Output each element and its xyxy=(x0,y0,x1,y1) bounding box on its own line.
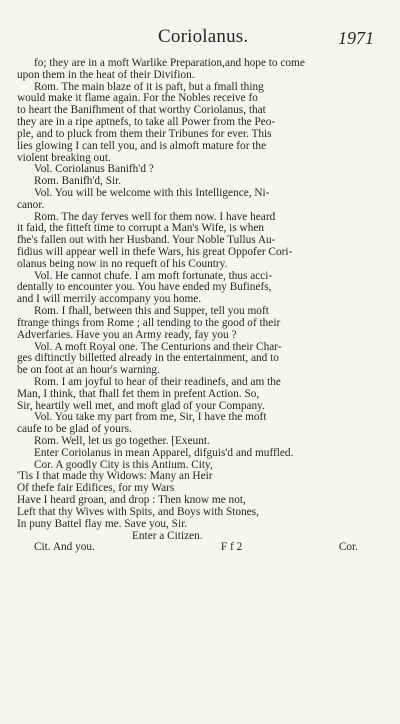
text-line: Vol. He cannot chufe. I am moft fortunate, thus acci- xyxy=(34,270,273,282)
page-body xyxy=(17,58,380,554)
page-header xyxy=(0,26,400,54)
catchline-text: Cit. And you. xyxy=(34,542,95,554)
text-line: 'Tis I that made thy Widows: Many an Heir xyxy=(17,471,213,483)
signature-mark: F f 2 xyxy=(220,542,243,554)
text-line: Rom. I am joyful to hear of their readinefs, and am the xyxy=(34,376,281,388)
text-line: Sir, heartily well met, and moft glad of your Company. xyxy=(17,400,265,412)
text-line: Man, I think, that fhall fet them in prefent Action. So, xyxy=(17,388,260,400)
text-line: it faid, the fitteft time to corrupt a Man's Wife, is when xyxy=(17,223,265,235)
text-line: to heart the Banifhment of that worthy Coriolanus, that xyxy=(17,105,266,117)
text-line: canor. xyxy=(17,199,45,211)
text-line: caufe to be glad of yours. xyxy=(17,424,132,436)
text-line: In puny Battel flay me. Save you, Sir. xyxy=(17,518,188,530)
text-line: ftrange things from Rome ; all tending to the good of their xyxy=(17,317,281,329)
text-line: would make it flame again. For the Nobles receive fo xyxy=(17,93,258,105)
running-title: Coriolanus. xyxy=(158,26,249,47)
text-line: upon them in the heat of their Divifion. xyxy=(17,69,195,81)
text-line: Rom. Banifh'd, Sir. xyxy=(34,176,122,188)
text-line: Vol. You will be welcome with this Intelligence, Ni- xyxy=(34,187,270,199)
text-line: Rom. The main blaze of it is paft, but a fmall thing xyxy=(34,81,264,93)
page-number: 1971 xyxy=(338,28,374,48)
text-line: dentally to encounter you. You have ended my Bufinefs, xyxy=(17,282,272,294)
text-line: Rom. I fhall, between this and Supper, tell you moft xyxy=(34,306,269,318)
text-line: fhe's fallen out with her Husband. Your Noble Tullus Au- xyxy=(17,235,276,247)
text-line: olanus being now in no requeft of his Country. xyxy=(17,258,228,270)
text-line: Rom. Well, let us go together. [Exeunt. xyxy=(34,436,210,447)
text-line: Adverfaries. Have you an Army ready, fay you ? xyxy=(17,329,237,341)
text-line: fidius will appear well in thefe Wars, his great Oppofer Cori- xyxy=(17,247,293,258)
text-line: Vol. Coriolanus Banifh'd ? xyxy=(34,164,154,176)
text-line: Of thefe fair Edifices, for my Wars xyxy=(17,483,175,495)
text-line: ple, and to pluck from them their Tribunes for ever. This xyxy=(17,128,272,140)
text-line: they are in a ripe aptnefs, to take all Power from the Peo- xyxy=(17,117,276,129)
text-line: Vol. You take my part from me, Sir, I have the moft xyxy=(34,412,267,424)
text-line: Rom. The day ferves well for them now. I have heard xyxy=(34,211,276,223)
catchword: Cor. xyxy=(338,542,358,554)
text-line: ges diftinctly billetted already in the entertainment, and to xyxy=(17,353,279,365)
catchline xyxy=(17,542,380,554)
text-line: Enter Coriolanus in mean Apparel, difguis'd and muffled. xyxy=(34,447,294,459)
text-line: Cor. A goodly City is this Antium. City, xyxy=(34,459,213,471)
text-line: Have I heard groan, and drop : Then know me not, xyxy=(17,495,246,507)
text-line: Left that thy Wives with Spits, and Boys with Stones, xyxy=(17,506,259,518)
text-line: Vol. A moft Royal one. The Centurions and their Char- xyxy=(34,341,282,353)
text-line: fo; they are in a moft Warlike Preparation,and hope to come xyxy=(34,58,305,69)
text-line: lies glowing I can tell you, and is almoft mature for the xyxy=(17,140,267,152)
text-line: be on foot at an hour's warning. xyxy=(17,365,160,377)
text-line: violent breaking out. xyxy=(17,152,111,164)
text-line: and I will merrily accompany you home. xyxy=(17,294,202,306)
text-line: Enter a Citizen. xyxy=(132,530,203,542)
